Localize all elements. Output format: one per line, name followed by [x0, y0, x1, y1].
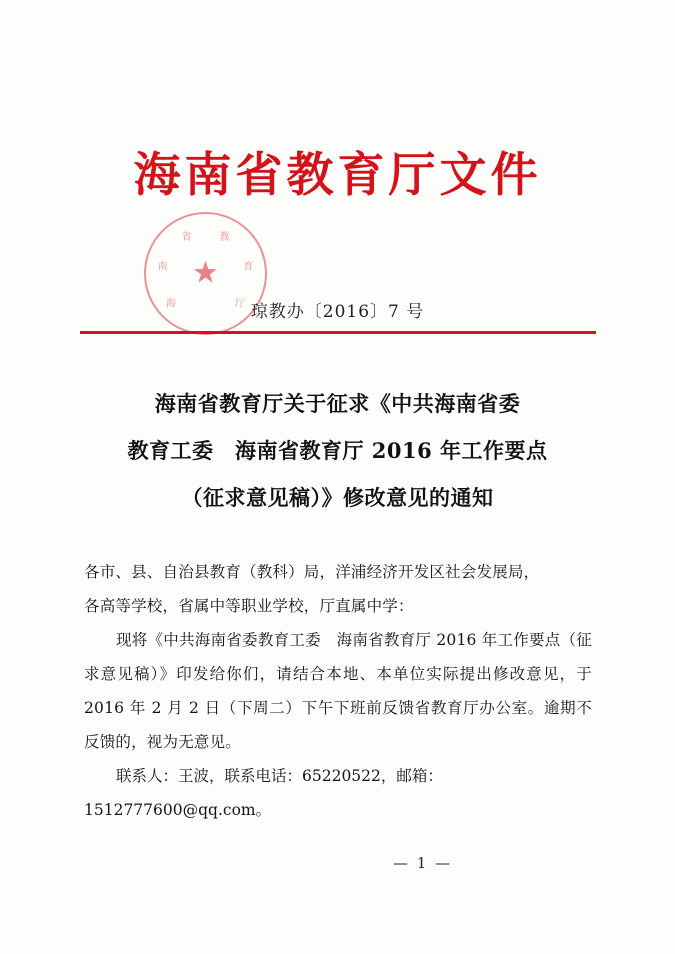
title-line-1: 海南省教育厅关于征求《中共海南省委: [154, 391, 521, 416]
document-title: [0, 380, 675, 521]
page-number: [0, 854, 675, 872]
document-number: 琼教办〔2016〕7 号: [250, 302, 425, 322]
masthead-title: 海南省教育厅文件: [133, 148, 542, 203]
seal-arc-char: 省: [181, 231, 192, 243]
seal-arc-char: 海: [165, 298, 176, 310]
title-line-2: 教育工委 海南省教育厅 2016 年工作要点: [127, 438, 548, 463]
body-paragraph-1: 现将《中共海南省委教育工委 海南省教育厅 2016 年工作要点（征求意见稿）》印发给你们，请结合本地、本单位实际提出修改意见，于 2016 年 2 月 2 日（下周二）下午下班前反馈省教育厅办公室。逾期不反馈的，视为无意见。: [84, 631, 592, 751]
red-divider: [80, 331, 596, 334]
contact-email: 1512777600@qq.com。: [84, 801, 272, 819]
seal-arc-char: 育: [243, 261, 254, 273]
contact-line: 联系人：王波，联系电话：65220522，邮箱：: [116, 767, 443, 785]
seal-arc-char: 教: [219, 231, 230, 243]
title-line-3: （征求意见稿）》修改意见的通知: [181, 485, 494, 510]
seal-arc-char: 南: [157, 261, 168, 273]
addressee-line-2: 各高等学校，省属中等职业学校，厅直属中学：: [84, 597, 414, 615]
page-number-text: — 1 —: [392, 854, 453, 872]
seal-star-icon: ★: [192, 255, 219, 291]
document-body: [84, 555, 592, 827]
masthead: [0, 150, 675, 202]
seal-arc-char: 厅: [235, 298, 246, 310]
addressee-line-1: 各市、县、自治县教育（教科）局，洋浦经济开发区社会发展局，: [84, 563, 540, 581]
